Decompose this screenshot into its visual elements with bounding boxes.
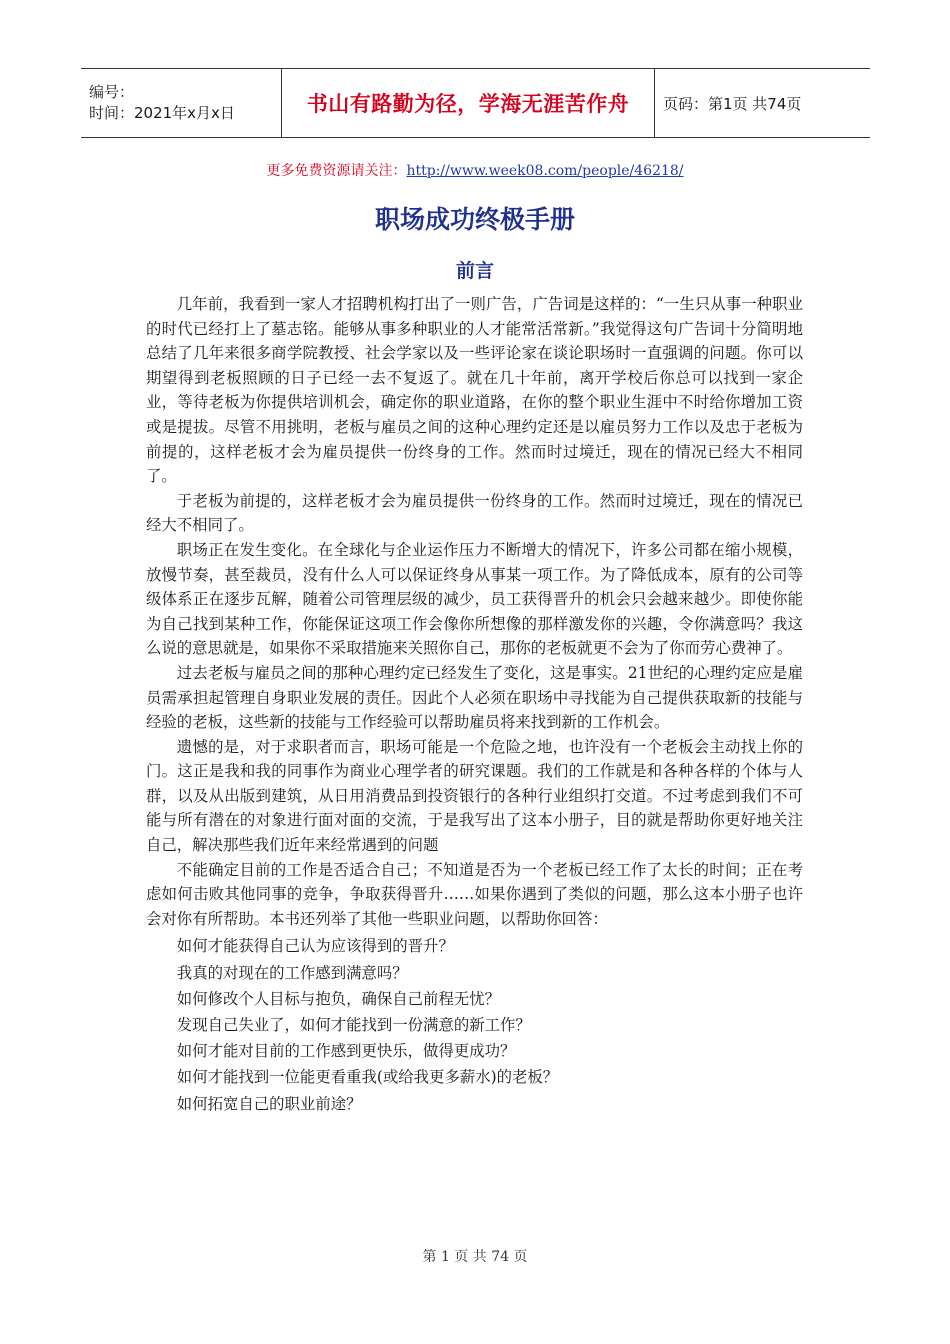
question-item: 如何才能获得自己认为应该得到的晋升？ [176,937,454,956]
header-meta-cell [81,69,282,137]
promo-link[interactable]: http://www.week08.com/people/46218/ [406,163,684,179]
question-item: 如何才能对目前的工作感到更快乐，做得更成功？ [176,1042,516,1061]
question-item: 如何拓宽自己的职业前途？ [176,1094,362,1113]
question-item: 如何才能找到一位能更看重我(或给我更多薪水)的老板？ [176,1068,559,1087]
motto-text: 书山有路勤为径，学海无涯苦作舟 [306,92,630,116]
paragraph: 于老板为前提的，这样老板才会为雇员提供一份终身的工作。然而时过境迁，现在的情况已经大不相同了。 [146,491,803,535]
section-heading: 前言 [455,260,494,282]
question-item: 我真的对现在的工作感到满意吗？ [176,963,408,982]
promo-line [0,160,950,180]
document-title: 职场成功终极手册 [374,205,575,234]
paragraph: 遗憾的是，对于求职者而言，职场可能是一个危险之地，也许没有一个老板会主动找上你的门。这正是我和我的同事作为商业心理学者的研究课题。我们的工作就是和各种各样的个体与人群，以及从出版到建筑，从日用消费品到投资银行的各种行业组织打交道。不过考虑到我们不可能与所有潜在的对象进行面对面的交流，于是我写出了这本小册子，目的就是帮助你更好地关注自己，解决那些我们近年来经常遇到的问题 [146,737,803,855]
question-item: 如何修改个人目标与抱负，确保自己前程无忧？ [176,989,501,1008]
question-list [146,933,803,1116]
header-page-cell [655,69,870,137]
page-footer: 第 1 页 共 74 页 [422,1249,528,1265]
paragraph: 职场正在发生变化。在全球化与企业运作压力不断增大的情况下，许多公司都在缩小规模，放慢节奏，甚至裁员，没有什么人可以保证终身从事某一项工作。为了降低成本，原有的公司等级体系正在逐步瓦解，随着公司管理层级的减少，员工获得晋升的机会只会越来越少。即使你能为自己找到某种工作，你能保证这项工作会像你所想像的那样激发你的兴趣，令你满意吗？我这么说的意思就是，如果你不采取措施来关照你自己，那你的老板就更不会为了你而劳心费神了。 [146,540,803,658]
paragraph: 几年前，我看到一家人才招聘机构打出了一则广告，广告词是这样的：“一生只从事一种职业的时代已经打上了墓志铭。能够从事多种职业的人才能常活常新。”我觉得这句广告词十分简明地总结了几年来很多商学院教授、社会学家以及一些评论家在谈论职场时一直强调的问题。你可以期望得到老板照顾的日子已经一去不复返了。就在几十年前，离开学校后你总可以找到一家企业，等待老板为你提供培训机会，确定你的职业道路，在你的整个职业生涯中不时给你增加工资或是提拔。尽管不用挑明，老板与雇员之间的这种心理约定还是以雇员努力工作以及忠于老板为前提的，这样老板才会为雇员提供一份终身的工作。然而时过境迁，现在的情况已经大不相同了。 [146,295,803,486]
number-label: 编号： [89,83,135,101]
question-item: 发现自己失业了，如何才能找到一份满意的新工作？ [176,1016,531,1035]
paragraph: 过去老板与雇员之间的那种心理约定已经发生了变化，这是事实。21世纪的心理约定应是雇员需承担起管理自身职业发展的责任。因此个人必须在职场中寻找能为自己提供获取新的技能与经验的老板，这些新的技能与工作经验可以帮助雇员将来找到新的工作机会。 [146,663,803,732]
body-content [146,292,803,1117]
header-table [81,68,870,138]
paragraph: 不能确定目前的工作是否适合自己；不知道是否为一个老板已经工作了太长的时间；正在考虑如何击败其他同事的竞争，争取获得晋升……如果你遇到了类似的问题，那么这本小册子也许会对你有所帮助。本书还列举了其他一些职业问题，以帮助你回答： [146,860,803,928]
header-motto-cell [282,69,655,137]
date-label: 时间：2021年x月x日 [89,104,235,122]
promo-text: 更多免费资源请关注： [266,163,407,179]
page-label: 页码：第1页 共74页 [663,94,802,113]
